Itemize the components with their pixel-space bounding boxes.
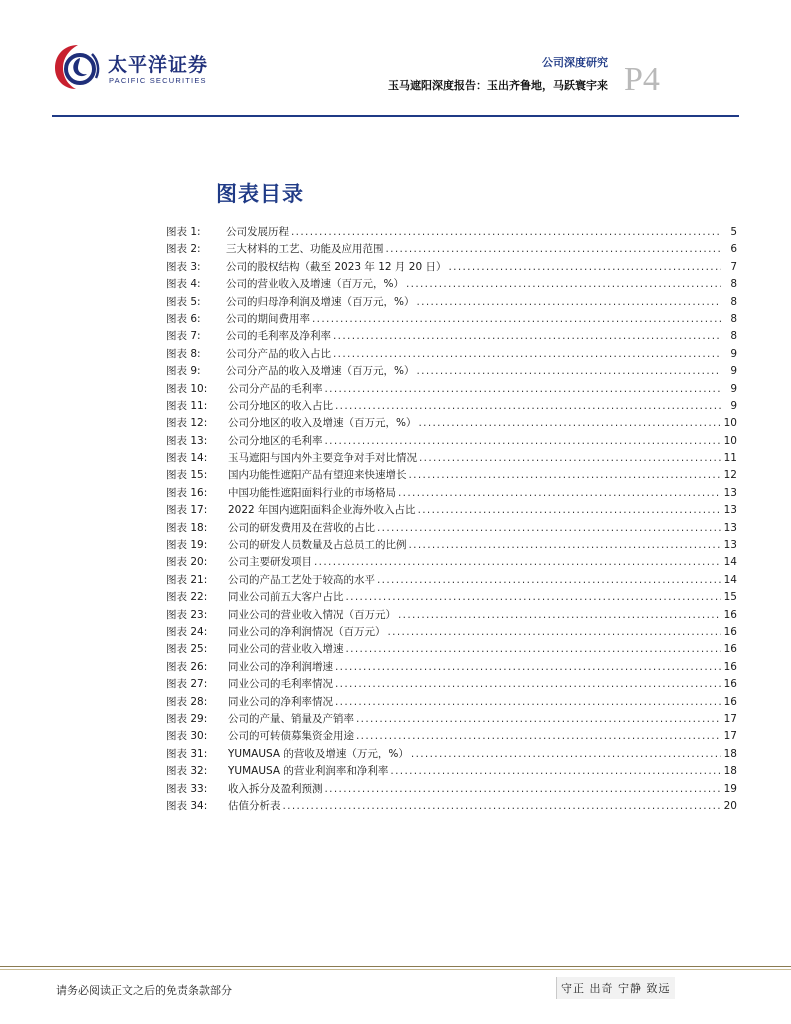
toc-entry-title: 国内功能性遮阳产品有望迎来快速增长 (228, 469, 407, 482)
toc-entry[interactable] (166, 554, 737, 571)
logo-english-name: PACIFIC SECURITIES (109, 76, 207, 85)
toc-entry-number: 图表 9: (166, 365, 201, 378)
toc-entry-number: 图表 11: (166, 399, 208, 412)
toc-entry-title: 玉马遮阳与国内外主要竞争对手对比情况 (228, 452, 417, 465)
toc-entry-page: 13 (723, 539, 737, 552)
toc-entry-number: 图表 30: (166, 730, 208, 743)
toc-entry-page: 9 (730, 365, 737, 378)
toc-dot-leader (335, 676, 721, 693)
toc-entry-title: 公司的股权结构（截至 2023 年 12 月 20 日） (226, 260, 447, 273)
toc-entry-title: 公司的期间费用率 (226, 312, 310, 325)
toc-dot-leader (356, 728, 721, 745)
toc-dot-leader (418, 415, 721, 432)
toc-entry-page: 8 (730, 278, 737, 291)
toc-entry-number: 图表 24: (166, 625, 208, 638)
toc-entry-title: 公司的可转债募集资金用途 (228, 730, 354, 743)
header-divider (52, 115, 739, 117)
toc-dot-leader (377, 572, 721, 589)
toc-entry-number: 图表 17: (166, 504, 208, 517)
toc-dot-leader (335, 694, 721, 711)
toc-dot-leader (409, 537, 722, 554)
toc-entry-title: 同业公司的净利润增速 (228, 660, 333, 673)
toc-entry-number: 图表 4: (166, 278, 201, 291)
toc-entry-page: 16 (723, 625, 737, 638)
toc-entry-page: 16 (723, 660, 737, 673)
toc-dot-leader (418, 502, 721, 519)
toc-entry[interactable] (166, 363, 737, 380)
page-number: P4 (624, 61, 660, 98)
toc-entry-title: 2022 年国内遮阳面料企业海外收入占比 (228, 504, 416, 517)
toc-entry-title: 同业公司的净利润情况（百万元） (228, 625, 386, 638)
toc-dot-leader (416, 363, 721, 380)
toc-entry[interactable] (166, 259, 737, 276)
toc-entry[interactable] (166, 502, 737, 519)
report-kind: 公司深度研究 (542, 56, 608, 69)
toc-entry-page: 16 (723, 678, 737, 691)
toc-entry-title: 公司的毛利率及净利率 (226, 330, 331, 343)
toc-entry-page: 15 (723, 591, 737, 604)
toc-entry-title: 收入拆分及盈利预测 (228, 782, 323, 795)
toc-entry-page: 14 (723, 556, 737, 569)
toc-dot-leader (312, 311, 721, 328)
toc-entry-page: 10 (723, 434, 737, 447)
toc-dot-leader (346, 589, 722, 606)
toc-entry-number: 图表 31: (166, 747, 208, 760)
toc-entry-page: 9 (730, 399, 737, 412)
toc-entry-number: 图表 5: (166, 295, 201, 308)
toc-entry[interactable] (166, 311, 737, 328)
toc-entry[interactable] (166, 276, 737, 293)
toc-entry-number: 图表 26: (166, 660, 208, 673)
toc-entry-page: 6 (730, 243, 737, 256)
toc-dot-leader (325, 781, 722, 798)
toc-entry[interactable] (166, 450, 737, 467)
toc-dot-leader (390, 763, 721, 780)
footer-motto: 守正 出奇 宁静 致远 (556, 977, 675, 999)
toc-dot-leader (386, 241, 722, 258)
toc-entry[interactable] (166, 781, 737, 798)
pacific-securities-logo-icon (52, 42, 104, 92)
toc-entry-page: 13 (723, 521, 737, 534)
toc-dot-leader (333, 346, 721, 363)
toc-entry-title: 公司分产品的收入占比 (226, 347, 331, 360)
toc-entry[interactable] (166, 798, 737, 815)
toc-entry-title: 同业公司的营业收入情况（百万元） (228, 608, 396, 621)
company-logo (52, 42, 212, 92)
toc-entry[interactable] (166, 607, 737, 624)
toc-entry-page: 16 (723, 608, 737, 621)
toc-entry-number: 图表 19: (166, 539, 208, 552)
toc-dot-leader (335, 659, 721, 676)
toc-entry-number: 图表 34: (166, 799, 208, 812)
toc-entry-title: 公司的研发费用及在营收的占比 (228, 521, 375, 534)
toc-entry-number: 图表 29: (166, 712, 208, 725)
toc-entry-page: 12 (723, 469, 737, 482)
toc-entry-page: 14 (723, 573, 737, 586)
toc-entry-title: 公司分地区的毛利率 (228, 434, 323, 447)
toc-entry-page: 9 (730, 382, 737, 395)
footer-disclaimer: 请务必阅读正文之后的免责条款部分 (56, 984, 232, 997)
toc-entry-page: 17 (723, 730, 737, 743)
toc-entry-page: 9 (730, 347, 737, 360)
toc-entry-title: 中国功能性遮阳面料行业的市场格局 (228, 486, 396, 499)
toc-entry-page: 8 (730, 330, 737, 343)
toc-entry-number: 图表 18: (166, 521, 208, 534)
toc-entry-title: 估值分析表 (228, 799, 281, 812)
footer-divider (0, 966, 791, 967)
toc-entry[interactable] (166, 659, 737, 676)
toc-entry[interactable] (166, 398, 737, 415)
toc-entry-title: 公司分产品的毛利率 (228, 382, 323, 395)
toc-entry-number: 图表 27: (166, 678, 208, 691)
toc-entry-title: 同业公司的营业收入增速 (228, 643, 344, 656)
toc-dot-leader (325, 381, 722, 398)
toc-entry-title: 同业公司的净利率情况 (228, 695, 333, 708)
toc-entry-page: 8 (730, 312, 737, 325)
toc-dot-leader (416, 294, 721, 311)
toc-entry-title: 公司发展历程 (226, 226, 289, 238)
toc-entry-page: 17 (723, 712, 737, 725)
toc-entry[interactable] (166, 746, 737, 763)
toc-entry-title: 公司的产量、销量及产销率 (228, 712, 354, 725)
toc-entry-number: 图表 13: (166, 434, 208, 447)
toc-dot-leader (409, 467, 722, 484)
toc-dot-leader (333, 328, 721, 345)
toc-entry-number: 图表 15: (166, 469, 208, 482)
toc-entry-page: 19 (723, 782, 737, 795)
toc-dot-leader (325, 433, 722, 450)
toc-entry-page: 5 (730, 226, 737, 238)
toc-entry-page: 7 (730, 260, 737, 273)
toc-entry[interactable] (166, 572, 737, 589)
toc-entry-page: 20 (723, 799, 737, 812)
toc-entry-number: 图表 2: (166, 243, 201, 256)
toc-entry-number: 图表 3: (166, 260, 201, 273)
toc-dot-leader (411, 746, 721, 763)
toc-entry[interactable] (166, 589, 737, 606)
toc-dot-leader (335, 398, 721, 415)
toc-entry[interactable] (166, 537, 737, 554)
toc-entry[interactable] (166, 485, 737, 502)
footer-divider-secondary (0, 969, 791, 970)
toc-entry-page: 16 (723, 643, 737, 656)
toc-entry-title: 公司主要研发项目 (228, 556, 312, 569)
toc-entry[interactable] (166, 346, 737, 363)
toc-dot-leader (291, 224, 721, 241)
toc-entry[interactable] (166, 328, 737, 345)
toc-entry-number: 图表 16: (166, 486, 208, 499)
toc-dot-leader (398, 485, 721, 502)
toc-entry-page: 16 (723, 695, 737, 708)
toc-entry-title: 公司的营业收入及增速（百万元，%） (226, 278, 404, 291)
toc-entry-title: 同业公司的毛利率情况 (228, 678, 333, 691)
toc-entry-title: 公司分地区的收入及增速（百万元，%） (228, 417, 417, 430)
toc-entry[interactable] (166, 381, 737, 398)
toc-entry-number: 图表 14: (166, 452, 208, 465)
toc-entry-number: 图表 20: (166, 556, 208, 569)
toc-entry-page: 18 (723, 765, 737, 778)
toc-entry-number: 图表 6: (166, 312, 201, 325)
toc-entry[interactable] (166, 294, 737, 311)
toc-entry[interactable] (166, 728, 737, 745)
toc-entry-number: 图表 7: (166, 330, 201, 343)
toc-entry-number: 图表 28: (166, 695, 208, 708)
toc-dot-leader (283, 798, 722, 815)
toc-dot-leader (356, 711, 721, 728)
toc-entry-number: 图表 33: (166, 782, 208, 795)
toc-entry[interactable] (166, 241, 737, 258)
toc-entry[interactable] (166, 711, 737, 728)
toc-entry-number: 图表 8: (166, 347, 201, 360)
toc-entry-title: 公司分地区的收入占比 (228, 399, 333, 412)
toc-dot-leader (314, 554, 721, 571)
toc-dot-leader (346, 641, 722, 658)
toc-entry-number: 图表 25: (166, 643, 208, 656)
toc-dot-leader (398, 607, 721, 624)
toc-dot-leader (377, 520, 721, 537)
logo-chinese-name: 太平洋证券 (108, 54, 209, 76)
toc-entry[interactable] (166, 433, 737, 450)
toc-entry[interactable] (166, 694, 737, 711)
toc-entry[interactable] (166, 224, 737, 241)
toc-entry-title: 公司的研发人员数量及占总员工的比例 (228, 539, 407, 552)
toc-entry[interactable] (166, 763, 737, 780)
toc-entry-title: YUMAUSA 的营收及增速（万元，%） (228, 747, 409, 760)
toc-entry-page: 10 (723, 417, 737, 430)
toc-entry-title: 三大材料的工艺、功能及应用范围 (226, 243, 384, 256)
figure-list (166, 224, 737, 815)
toc-entry-title: 同业公司前五大客户占比 (228, 591, 344, 604)
toc-entry-title: YUMAUSA 的营业利润率和净利率 (228, 765, 389, 778)
toc-entry-page: 8 (730, 295, 737, 308)
toc-entry-title: 公司分产品的收入及增速（百万元，%） (226, 365, 415, 378)
toc-dot-leader (406, 276, 721, 293)
toc-entry[interactable] (166, 520, 737, 537)
report-title: 玉马遮阳深度报告：玉出齐鲁地，马跃寰宇来 (388, 79, 608, 92)
toc-entry[interactable] (166, 676, 737, 693)
toc-entry[interactable] (166, 467, 737, 484)
toc-entry-number: 图表 10: (166, 382, 208, 395)
toc-entry-number: 图表 1: (166, 226, 201, 238)
toc-entry[interactable] (166, 415, 737, 432)
toc-entry-number: 图表 22: (166, 591, 208, 604)
toc-entry-page: 13 (723, 486, 737, 499)
toc-entry-number: 图表 21: (166, 573, 208, 586)
toc-dot-leader (388, 624, 722, 641)
toc-entry-number: 图表 23: (166, 608, 208, 621)
toc-dot-leader (419, 450, 721, 467)
toc-entry-title: 公司的产品工艺处于较高的水平 (228, 573, 375, 586)
toc-entry-page: 18 (723, 747, 737, 760)
toc-entry-page: 13 (723, 504, 737, 517)
toc-entry[interactable] (166, 641, 737, 658)
toc-entry-page: 11 (723, 452, 737, 465)
toc-entry-number: 图表 12: (166, 417, 208, 430)
toc-entry-number: 图表 32: (166, 765, 208, 778)
toc-heading: 图表目录 (216, 181, 304, 206)
toc-entry-title: 公司的归母净利润及增速（百万元，%） (226, 295, 415, 308)
toc-entry[interactable] (166, 624, 737, 641)
toc-dot-leader (448, 259, 721, 276)
